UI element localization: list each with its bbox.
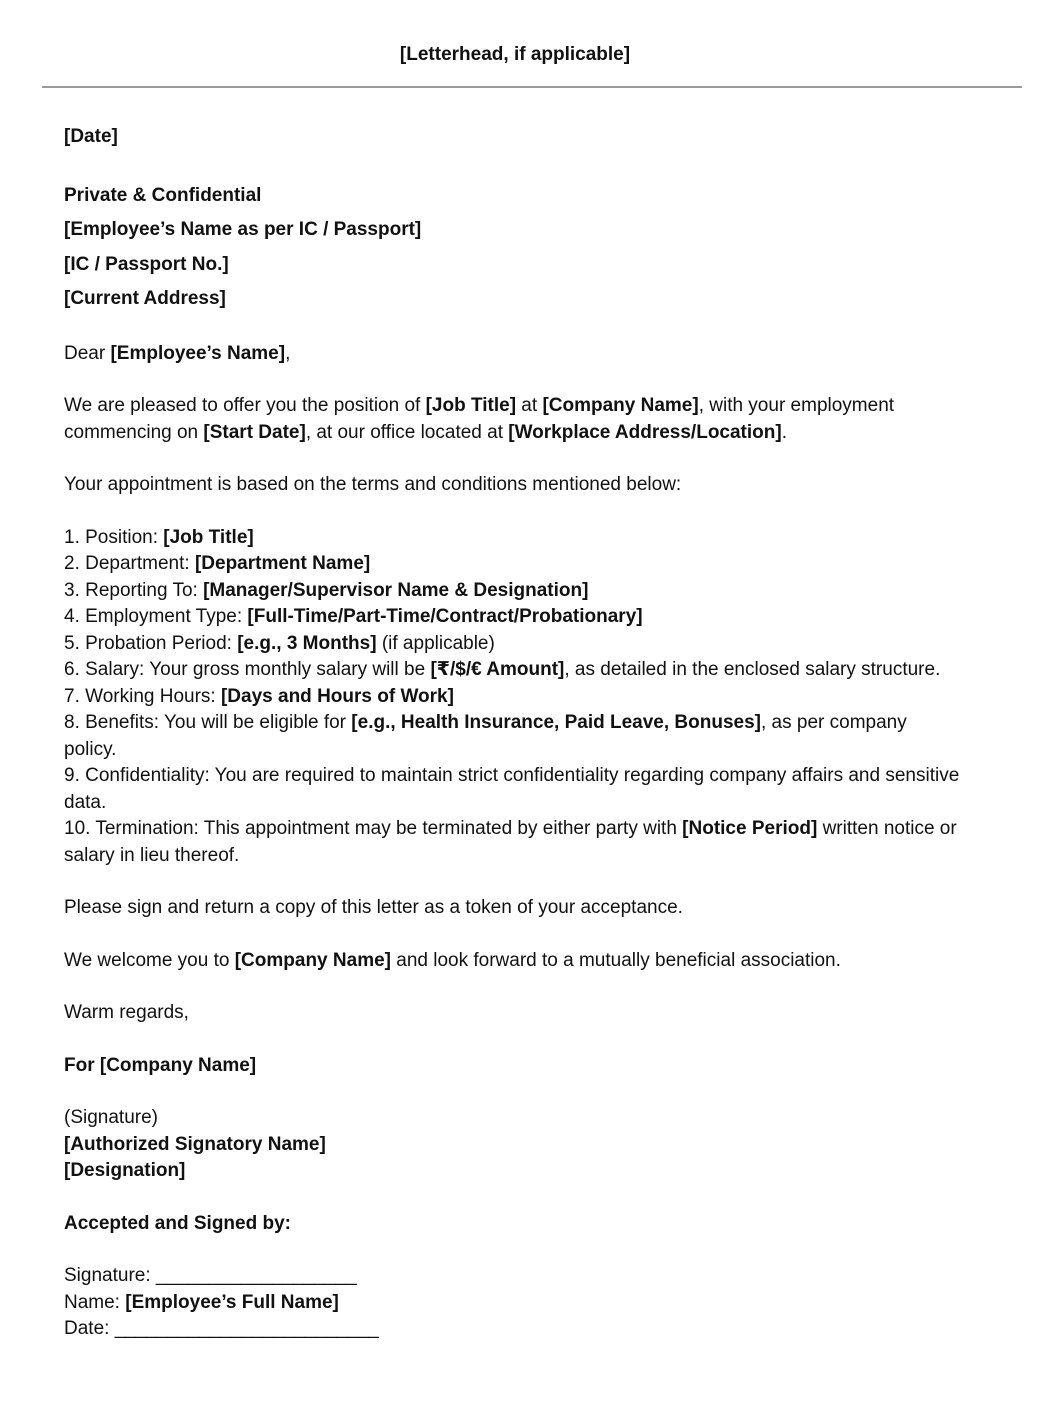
term-label: 3. Reporting To:: [64, 579, 204, 601]
term-value: [Department Name]: [194, 553, 371, 574]
term-note: , as per company policy.: [64, 712, 907, 760]
offer-text: at: [516, 395, 543, 416]
term-value: [Manager/Supervisor Name & Designation]: [203, 579, 589, 601]
term-label: 5. Probation Period:: [64, 632, 238, 654]
salutation-suffix: ,: [285, 342, 291, 364]
signatory-name: [64, 1132, 964, 1159]
term-label: 2. Department:: [64, 553, 195, 574]
acceptance-date-line: [64, 1316, 964, 1343]
salutation-name: [Employee’s Name]: [110, 342, 286, 364]
term-item: [64, 604, 964, 631]
term-note: (if applicable): [376, 632, 495, 654]
term-label: 8. Benefits: You will be eligible for: [64, 712, 352, 733]
signatory-name-text: [Authorized Signatory Name]: [64, 1133, 326, 1155]
welcome-text: We welcome you to: [64, 949, 235, 971]
confidential-label: Private & Confidential: [64, 184, 262, 206]
date-blank: _________________________: [114, 1318, 379, 1339]
recipient-name: [Employee’s Name as per IC / Passport]: [64, 219, 422, 240]
letterhead: [Letterhead, if applicable]: [399, 44, 631, 65]
offer-text: .: [781, 421, 787, 443]
term-value: [Full-Time/Part-Time/Contract/Probationary]: [247, 606, 643, 627]
term-label: 4. Employment Type:: [64, 606, 248, 627]
offer-text: We are pleased to offer you the position of: [64, 395, 426, 416]
letter-body: [64, 120, 964, 1343]
welcome-text: and look forward to a mutually beneficial association.: [390, 949, 841, 971]
term-note: , as detailed in the enclosed salary structure.: [564, 659, 941, 680]
term-item: [64, 578, 964, 605]
offer-start-date: [Start Date]: [203, 421, 306, 443]
term-label: 6. Salary: Your gross monthly salary will be: [64, 659, 431, 680]
term-label: 10. Termination: This appointment may be terminated by either party with: [64, 818, 683, 839]
term-item: [64, 816, 964, 869]
term-item: [64, 657, 964, 684]
name-value: [Employee’s Full Name]: [125, 1291, 339, 1313]
term-value: [e.g., 3 Months]: [237, 632, 377, 654]
acceptance-name-line: [64, 1290, 964, 1317]
date-label: Date:: [64, 1318, 115, 1339]
term-item: [64, 684, 964, 711]
sign-request: Please sign and return a copy of this letter as a token of your acceptance.: [64, 897, 683, 918]
term-value: [₹/$/€ Amount]: [430, 659, 565, 680]
signatory-designation: [64, 1158, 964, 1185]
offer-company: [Company Name]: [542, 395, 699, 416]
term-note: written notice or salary in lieu thereof.: [64, 818, 957, 866]
term-value: [Days and Hours of Work]: [220, 685, 454, 707]
term-item: [64, 631, 964, 658]
closing: Warm regards,: [64, 1002, 189, 1023]
salutation-prefix: Dear: [64, 342, 111, 364]
term-item: [64, 710, 964, 763]
name-label: Name:: [64, 1291, 126, 1313]
term-label: 7. Working Hours:: [64, 685, 221, 707]
term-value: [Notice Period]: [682, 818, 818, 839]
term-item: 9. Confidentiality: You are required to maintain strict confidentiality regarding company affairs and sensitive data.: [64, 765, 960, 813]
signature-placeholder: (Signature): [64, 1107, 158, 1128]
term-value: [Job Title]: [163, 526, 254, 548]
signature-label: Signature:: [64, 1265, 156, 1286]
offer-text: , at our office located at: [305, 421, 509, 443]
terms-list: [64, 525, 964, 870]
signature-blank: ___________________: [155, 1265, 357, 1286]
term-item: [64, 551, 964, 578]
terms-intro: Your appointment is based on the terms and conditions mentioned below:: [64, 474, 682, 495]
offer-job-title: [Job Title]: [425, 395, 517, 416]
recipient-address: [Current Address]: [64, 288, 226, 309]
offer-paragraph: [64, 393, 964, 446]
welcome-company: [Company Name]: [234, 949, 391, 971]
term-label: 1. Position:: [64, 526, 164, 548]
offer-text: , with your employment commencing on: [64, 395, 895, 443]
recipient-id: [IC / Passport No.]: [64, 253, 229, 275]
term-value: [e.g., Health Insurance, Paid Leave, Bonuses]: [351, 712, 761, 733]
for-company: [64, 1053, 964, 1080]
acceptance-signature-line: [64, 1263, 964, 1290]
letter-date: [Date]: [64, 126, 118, 147]
for-company-text: For [Company Name]: [64, 1054, 257, 1076]
welcome-paragraph: [64, 948, 964, 975]
acceptance-heading-text: Accepted and Signed by:: [64, 1212, 291, 1234]
signatory-designation-text: [Designation]: [64, 1160, 186, 1181]
acceptance-heading: [64, 1211, 964, 1238]
offer-location: [Workplace Address/Location]: [508, 421, 782, 443]
header-divider: [42, 86, 1022, 88]
term-item: [64, 525, 964, 552]
salutation: [64, 341, 964, 368]
